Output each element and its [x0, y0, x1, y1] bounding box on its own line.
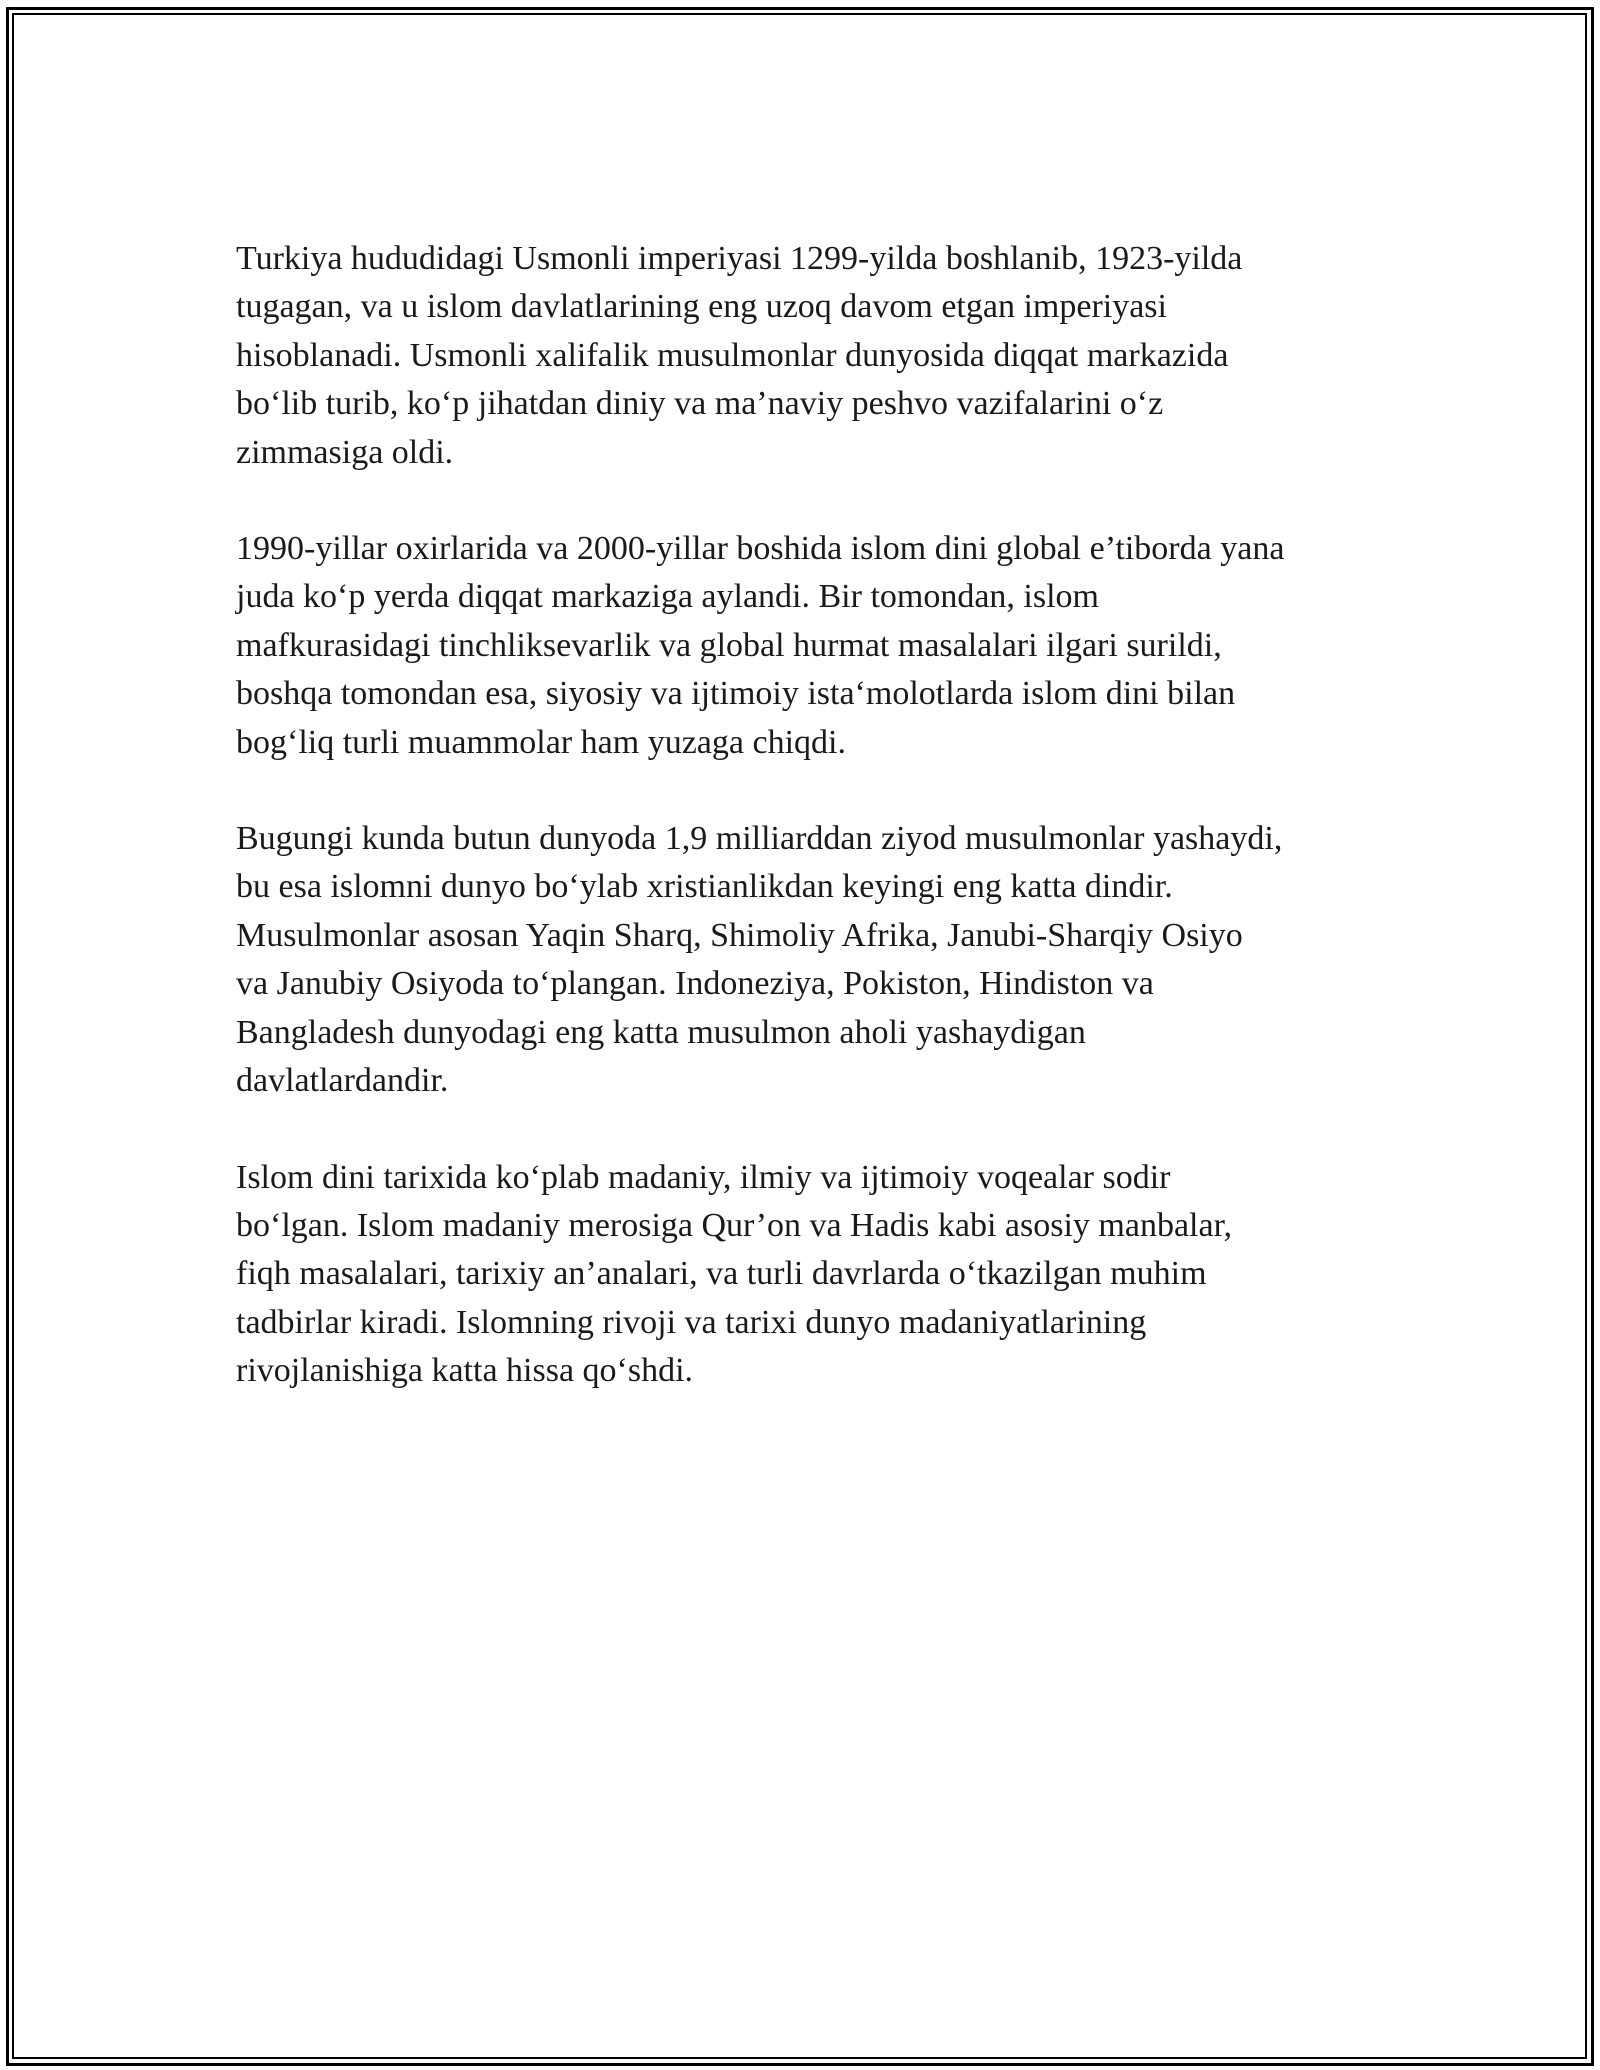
paragraph-islamic-heritage: Islom dini tarixida ko‘plab madaniy, ilmiy va ijtimoiy voqealar sodir bo‘lgan. Islom madaniy merosiga Qur’on va Hadis kabi asosiy manbalar, fiqh masalalari, tarixiy an’analari, va turli davrlarda o‘tkazilgan muhim tadbirlar kiradi. Islomning rivoji va tarixi dunyo madaniyatlarining rivojlanishiga katta hissa qo‘shdi.: [236, 1158, 1233, 1390]
paragraph-ottoman-empire: Turkiya hududidagi Usmonli imperiyasi 1299-yilda boshlanib, 1923-yilda tugagan, va u islom davlatlarining eng uzoq davom etgan imperiyasi hisoblanadi. Usmonli xalifalik musulmonlar dunyosida diqqat markazida bo‘lib turib, ko‘p jihatdan diniy va ma’naviy peshvo vazifalarini o‘z zimmasiga oldi.: [236, 240, 1243, 471]
paragraph-muslim-population: Bugungi kunda butun dunyoda 1,9 milliarddan ziyod musulmonlar yashaydi, bu esa islomni dunyo bo‘ylab xristianlikdan keyingi eng katta dindir. Musulmonlar asosan Yaqin Sharq, Shimoliy Afrika, Janubi-Sharqiy Osiyo va Janubiy Osiyoda to‘plangan. Indoneziya, Pokiston, Hindiston va Bangladesh dunyodagi eng katta musulmon aholi yashaydigan davlatlardandir.: [236, 820, 1283, 1100]
document-body: [236, 235, 1396, 1444]
paragraph-global-attention: 1990-yillar oxirlarida va 2000-yillar boshida islom dini global e’tiborda yana juda ko‘p yerda diqqat markaziga aylandi. Bir tomondan, islom mafkurasidagi tinchliksevarlik va global hurmat masalalari ilgari surildi, boshqa tomondan esa, siyosiy va ijtimoiy ista‘molotlarda islom dini bilan bog‘liq turli muammolar ham yuzaga chiqdi.: [236, 530, 1285, 761]
